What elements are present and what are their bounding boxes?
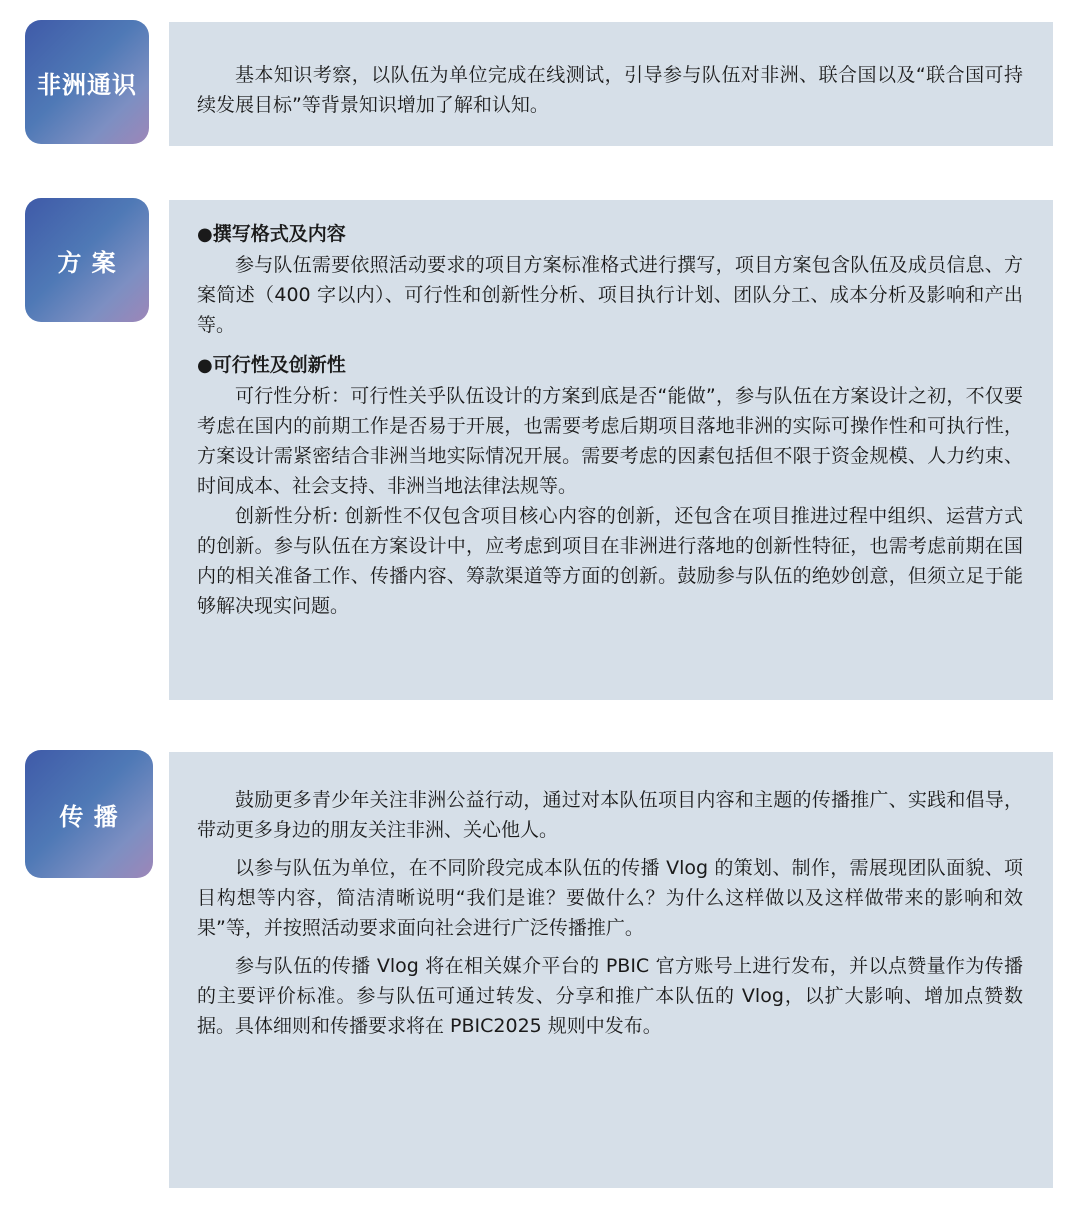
paragraph: 鼓励更多青少年关注非洲公益行动，通过对本队伍项目内容和主题的传播推广、实践和倡导，带动更多身边的朋友关注非洲、关心他人。 — [197, 789, 1023, 841]
paragraph: 可行性分析：可行性关乎队伍设计的方案到底是否“能做”，参与队伍在方案设计之初，不仅要考虑在国内的前期工作是否易于开展，也需要考虑后期项目落地非洲的实际可操作性和可执行性，方案设计需紧密结合非洲当地实际情况开展。需要考虑的因素包括但不限于资金规模、人力约束、时间成本、社会支持、非洲当地法律法规等。 — [197, 385, 1023, 497]
subheading-format-text: 撰写格式及内容 — [212, 223, 346, 245]
section-tag-plan — [25, 198, 149, 322]
paragraph: 创新性分析: 创新性不仅包含项目核心内容的创新，还包含在项目推进过程中组织、运营方式的创新。参与队伍在方案设计中，应考虑到项目在非洲进行落地的创新性特征，也需考虑前期在国内的相关准备工作、传播内容、筹款渠道等方面的创新。鼓励参与队伍的绝妙创意，但须立足于能够解决现实问题。 — [197, 505, 1023, 617]
section-tag-plan-label: 方 案 — [57, 248, 117, 277]
bullet-icon: ● — [197, 224, 213, 245]
section-tag-general-label: 非洲通识 — [37, 70, 137, 99]
section-tag-spread — [25, 750, 153, 878]
subheading-feasibility-text: 可行性及创新性 — [212, 354, 346, 376]
paragraph: 以参与队伍为单位，在不同阶段完成本队伍的传播 Vlog 的策划、制作，需展现团队面貌、项目构想等内容，简洁清晰说明“我们是谁？要做什么？为什么这样做以及这样做带来的影响和效果”等，并按照活动要求面向社会进行广泛传播推广。 — [197, 857, 1023, 939]
paragraph: 参与队伍需要依照活动要求的项目方案标准格式进行撰写，项目方案包含队伍及成员信息、方案简述（400 字以内）、可行性和创新性分析、项目执行计划、团队分工、成本分析及影响和产出等。 — [197, 254, 1023, 336]
bullet-icon: ● — [197, 355, 213, 376]
section-panel-spread — [169, 752, 1053, 1188]
section-panel-general — [169, 22, 1053, 146]
paragraph: 参与队伍的传播 Vlog 将在相关媒介平台的 PBIC 官方账号上进行发布，并以点赞量作为传播的主要评价标准。参与队伍可通过转发、分享和推广本队伍的 Vlog，以扩大影响、增加点赞数据。具体细则和传播要求将在 PBIC2025 规则中发布。 — [197, 955, 1023, 1037]
subheading-feasibility — [197, 350, 1023, 381]
section-panel-plan — [169, 200, 1053, 700]
section-tag-general — [25, 20, 149, 144]
subheading-format — [197, 219, 1023, 250]
section-tag-spread-label: 传 播 — [59, 802, 119, 831]
paragraph: 基本知识考察，以队伍为单位完成在线测试，引导参与队伍对非洲、联合国以及“联合国可持续发展目标”等背景知识增加了解和认知。 — [197, 64, 1023, 116]
